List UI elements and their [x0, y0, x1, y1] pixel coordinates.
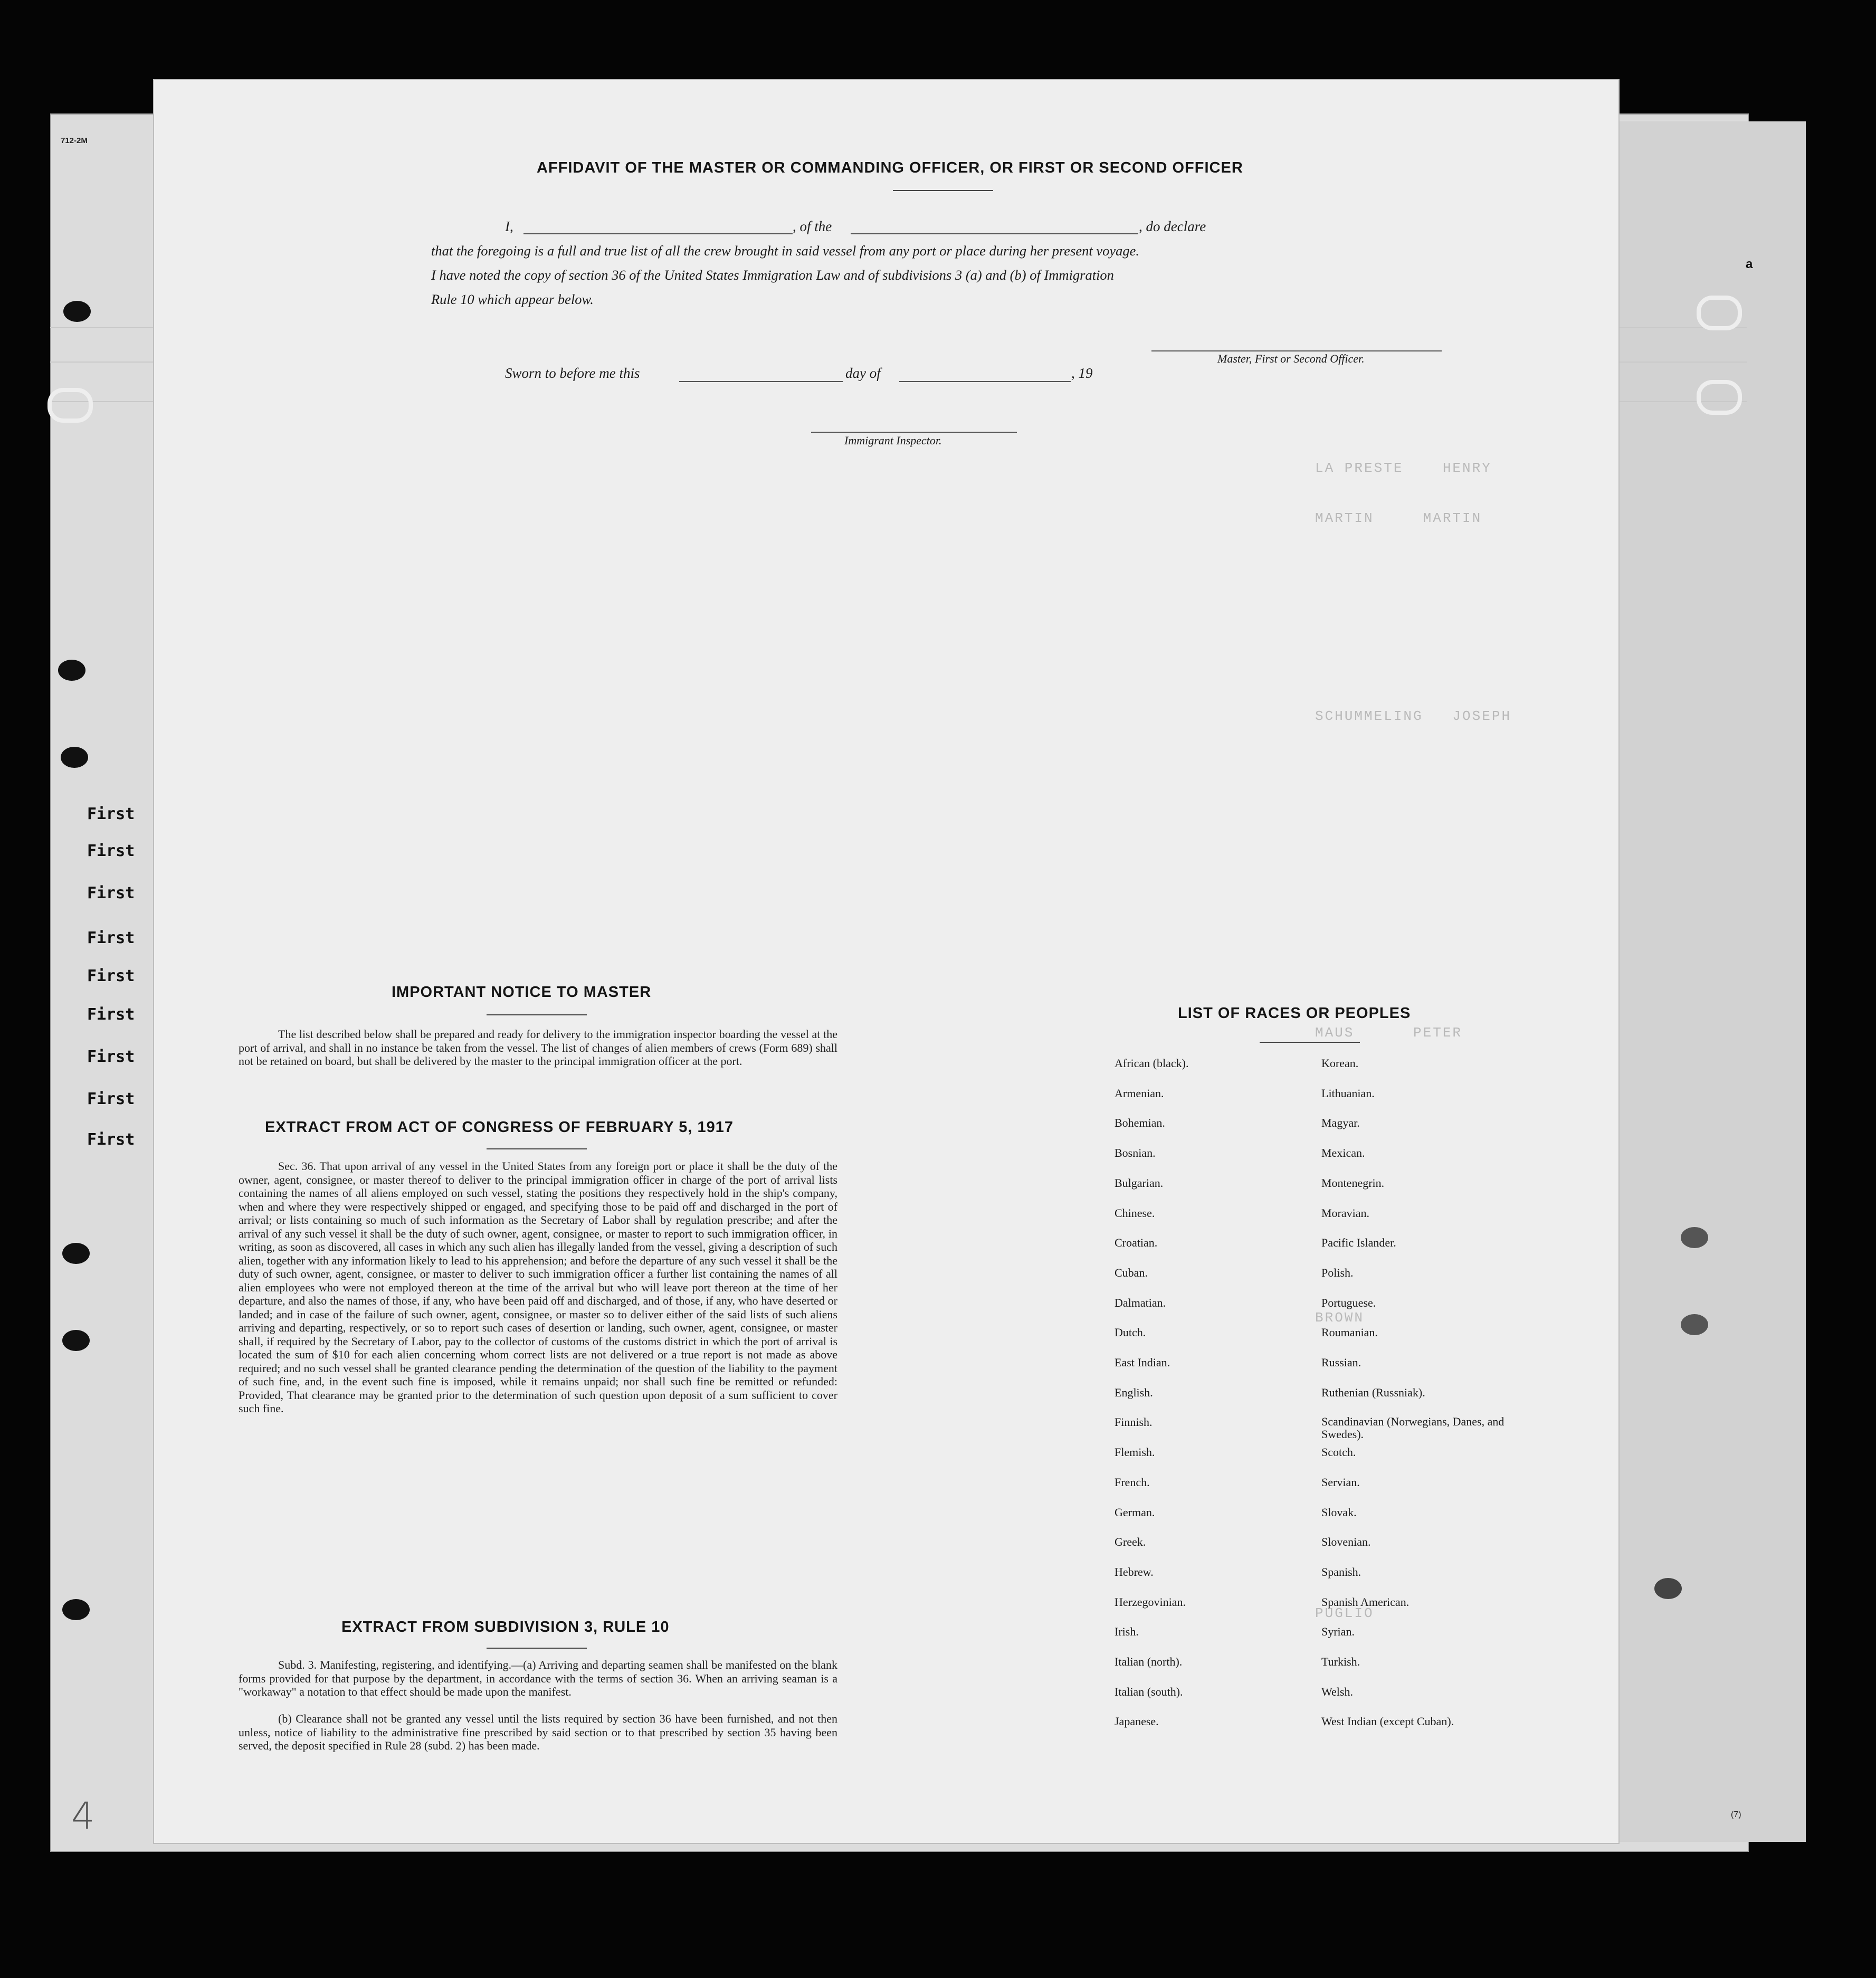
race-list-item: French. [1115, 1475, 1150, 1489]
day-of-label: day of [845, 365, 881, 381]
year-label: , 19 [1071, 365, 1093, 381]
race-list-item: Greek. [1115, 1535, 1146, 1549]
master-signature-label: Master, First or Second Officer. [1217, 352, 1365, 365]
race-list-item: Bohemian. [1115, 1116, 1165, 1130]
race-list-item: Japanese. [1115, 1715, 1159, 1728]
affidavit-title: AFFIDAVIT OF THE MASTER OR COMMANDING OFFICER, OR FIRST OR SECOND OFFICER [537, 159, 1243, 176]
race-list-item: Pacific Islander. [1321, 1236, 1396, 1250]
title-underline [893, 190, 993, 191]
race-list-item: Polish. [1321, 1266, 1354, 1279]
binder-hole [63, 301, 91, 322]
margin-mark: a [1746, 257, 1753, 271]
race-list-item: Portuguese. [1321, 1296, 1376, 1309]
act-extract-title: EXTRACT FROM ACT OF CONGRESS OF FEBRUARY 5, 1917 [265, 1119, 734, 1136]
race-list-item: German. [1115, 1505, 1155, 1519]
binder-hole [1681, 1314, 1708, 1335]
vessel-name-blank[interactable] [851, 233, 1138, 234]
binder-hole [1654, 1578, 1682, 1599]
race-list-item: Syrian. [1321, 1625, 1355, 1639]
rule-extract-text-b: (b) Clearance shall not be granted any vessel until the lists required by section 36 have been furnished, and not then unless, notice of liability to the administrative fine prescribed by said section or to that prescribed by section 35 having been served, the deposit specified in Rule 28 (subd. 2) has been made. [239, 1712, 837, 1752]
bleed-through-text: BROWN [1315, 1310, 1365, 1326]
race-list-item: Chinese. [1115, 1206, 1155, 1220]
background-first-label: First [87, 1005, 135, 1024]
race-list-item: Mexican. [1321, 1146, 1365, 1160]
bleed-through-text: PUGLIO [1315, 1605, 1374, 1621]
binder-hole [61, 747, 88, 768]
race-list-item: Irish. [1115, 1625, 1139, 1639]
background-first-label: First [87, 805, 135, 823]
race-list-item: Turkish. [1321, 1655, 1360, 1668]
race-list-item: West Indian (except Cuban). [1321, 1715, 1454, 1728]
race-list-item: Armenian. [1115, 1086, 1164, 1100]
bleed-through-text: SCHUMMELING JOSEPH [1315, 708, 1512, 724]
sworn-day-blank[interactable] [679, 381, 843, 382]
binder-hole [62, 1599, 90, 1620]
bleed-through-text: MARTIN MARTIN [1315, 510, 1482, 526]
affidavit-line-3: I have noted the copy of section 36 of the United States Immigration Law and of subdivisions 3 (a) and (b) of Immigration [431, 267, 1114, 283]
of-the-label: , of the [793, 218, 832, 234]
race-list-item: Spanish. [1321, 1565, 1361, 1578]
affiant-intro: I, [505, 218, 513, 234]
race-list-item: Herzegovinian. [1115, 1595, 1186, 1609]
page-number: (7) [1731, 1810, 1741, 1819]
background-first-label: First [87, 929, 135, 947]
act-extract-text: Sec. 36. That upon arrival of any vessel in the United States from any foreign port or place it shall be the duty of the owner, agent, consignee, or master thereof to deliver to the principal immigration officer in charge of the port of arrival lists containing the names of all aliens employed on such vessel, stating the positions they respectively hold in the ship's company, when and where they were respectively shipped or engaged, and specifying those to be paid off and discharged in the port of arrival; or lists containing so much of such information as the Secretary of Labor shall by regulation prescribe; and after the arrival of any such vessel it shall be the duty of such owner, agent, consignee, or master to report to such immigration officer, in writing, as soon as discovered, all cases in which any such alien has illegally landed from the vessel, giving a description of such alien, together with any information likely to lead to his apprehension; and before the departure of any such vessel it shall be the duty of such owner, agent, consignee, or master to deliver to such immigration officer a further list containing the names of all alien employees who were not employed thereon at the time of the arrival but who will leave port thereon at the time of her departure, and also the names of those, if any, who have been paid off and discharged, and of those, if any, who have deserted or landed; and in case of the failure of such owner, agent, consignee, or master so to deliver either of the said lists of such aliens arriving and departing, respectively, or so to report such cases of desertion or landing, such owner, agent, consignee, or master shall, if required by the Secretary of Labor, pay to the collector of customs of the customs district in which the port of arrival is located the sum of $10 for each alien concerning whom correct lists are not delivered or a true report is not made as above required; and no such vessel shall be granted clearance pending the determination of the question of the liability to the payment of such fine, and, in the event such fine is imposed, while it remains unpaid; nor shall such fine be remitted or refunded: Provided, That clearance may be granted prior to the determination of such question upon deposit of a sum sufficient to cover such fine. [239, 1159, 837, 1415]
inspector-label: Immigrant Inspector. [844, 434, 942, 447]
affiant-name-blank[interactable] [523, 233, 793, 234]
affidavit-line-4: Rule 10 which appear below. [431, 291, 594, 307]
race-list-item: Hebrew. [1115, 1565, 1154, 1578]
race-list-item: Dalmatian. [1115, 1296, 1166, 1309]
affidavit-sheet [153, 79, 1620, 1844]
race-list-item: Slovak. [1321, 1505, 1357, 1519]
binder-hole [1681, 1227, 1708, 1248]
binder-hole [62, 1243, 90, 1264]
sworn-month-blank[interactable] [899, 381, 1071, 382]
binder-hole [62, 1330, 90, 1351]
race-list-item: Scandinavian (Norwegians, Danes, and Swedes). [1321, 1415, 1504, 1441]
rule-extract-text-a: Subd. 3. Manifesting, registering, and identifying.—(a) Arriving and departing seamen shall be manifested on the blank forms provided for that purpose by the department, in accordance with the terms of section 36. When an arriving seaman is a "workaway" a notation to that effect should be made upon the manifest. [239, 1658, 837, 1698]
bleed-through-text: LA PRESTE HENRY [1315, 460, 1492, 476]
race-list-item: Dutch. [1115, 1326, 1146, 1339]
declare-label: , do declare [1139, 218, 1206, 234]
inspector-signature-line[interactable] [811, 432, 1017, 433]
notice-title: IMPORTANT NOTICE TO MASTER [392, 984, 652, 1001]
race-list-item: East Indian. [1115, 1356, 1170, 1369]
background-first-label: First [87, 1130, 135, 1149]
background-first-label: First [87, 884, 135, 902]
form-number: 712-2M [61, 136, 88, 145]
binder-hole [58, 660, 85, 681]
race-list-item: African (black). [1115, 1057, 1189, 1070]
race-list-item: Russian. [1321, 1356, 1361, 1369]
sworn-label: Sworn to before me this [505, 365, 640, 381]
handwritten-note: 4 [71, 1794, 95, 1838]
right-edge-sheet [1610, 121, 1806, 1842]
race-list-item: Bosnian. [1115, 1146, 1156, 1160]
binder-clip [1697, 380, 1742, 415]
races-underline [1260, 1042, 1360, 1043]
race-list-item: Scotch. [1321, 1446, 1356, 1459]
race-list-item: Korean. [1321, 1057, 1359, 1070]
race-list-item: Finnish. [1115, 1415, 1153, 1429]
races-title: LIST OF RACES OR PEOPLES [1178, 1005, 1411, 1022]
rule-extract-title: EXTRACT FROM SUBDIVISION 3, RULE 10 [341, 1619, 670, 1635]
race-list-item: Croatian. [1115, 1236, 1158, 1250]
affidavit-line-2: that the foregoing is a full and true list of all the crew brought in said vessel from any port or place during her present voyage. [431, 243, 1140, 259]
race-list-item: Italian (north). [1115, 1655, 1183, 1668]
act-extract-underline [487, 1148, 587, 1149]
race-list-item: Cuban. [1115, 1266, 1148, 1279]
background-first-label: First [87, 1090, 135, 1108]
background-first-label: First [87, 842, 135, 860]
race-list-item: Roumanian. [1321, 1326, 1378, 1339]
race-list-item: Bulgarian. [1115, 1176, 1164, 1190]
notice-text: The list described below shall be prepared and ready for delivery to the immigration inspector boarding the vessel at the port of arrival, and shall in no instance be taken from the vessel. The list of changes of alien members of crews (Form 689) shall not be retained on board, but shall be delivered by the master to the principal immigration officer at the port. [239, 1028, 837, 1068]
race-list-item: Slovenian. [1321, 1535, 1371, 1549]
race-list-item: Welsh. [1321, 1685, 1353, 1698]
race-list-item: Flemish. [1115, 1446, 1155, 1459]
race-list-item: Magyar. [1321, 1116, 1360, 1130]
binder-clip [1697, 296, 1742, 330]
binder-clip [47, 388, 93, 423]
race-list-item: Moravian. [1321, 1206, 1370, 1220]
notice-underline [487, 1014, 587, 1015]
race-list-item: Italian (south). [1115, 1685, 1183, 1698]
race-list-item: English. [1115, 1385, 1153, 1399]
race-list-item: Lithuanian. [1321, 1086, 1375, 1100]
race-list-item: Montenegrin. [1321, 1176, 1385, 1190]
race-list-item: Servian. [1321, 1475, 1360, 1489]
background-first-label: First [87, 967, 135, 985]
rule-extract-underline [487, 1648, 587, 1649]
bleed-through-text: MAUS PETER [1315, 1025, 1463, 1041]
master-signature-line[interactable] [1151, 350, 1442, 351]
race-list-item: Spanish American. [1321, 1595, 1410, 1609]
background-first-label: First [87, 1048, 135, 1066]
race-list-item: Ruthenian (Russniak). [1321, 1385, 1425, 1399]
